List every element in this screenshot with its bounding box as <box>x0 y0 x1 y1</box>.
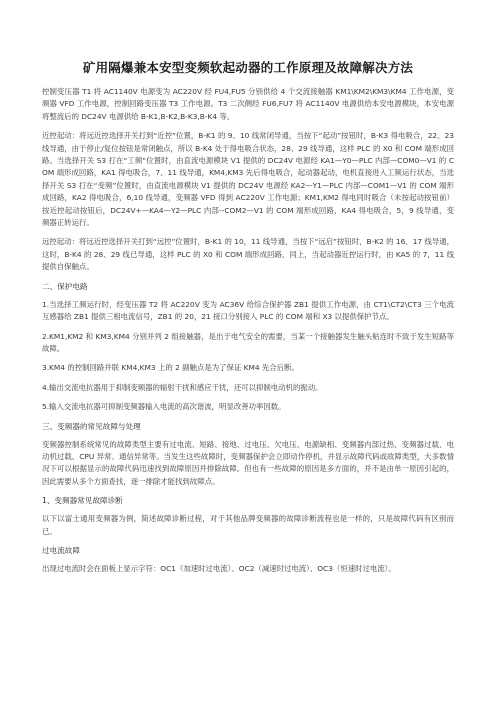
heading-protection-circuit: 二、保护电路 <box>42 281 88 291</box>
paragraph-overcurrent-codes: 出现过电流时会在面板上显示字符：OC1（加速时过电流）、OC2（减速时过电流）、OC3（恒速时过电流）。 <box>42 563 396 573</box>
heading-common-faults: 三、变频器的常见故障与处理 <box>42 421 141 431</box>
paragraph-protection-3: 3.KM4 的控制回路并联 KM4,KM3 上的 2 副触点是为了保证 KM4 先合后断。 <box>42 363 299 373</box>
heading-fault-diagnosis: 1、变频器常见故障诊断 <box>42 496 123 506</box>
paragraph-protection-5: 5.输入交流电抗器可抑制变频器输入电流的高次谐波，明显改善功率因数。 <box>42 402 286 412</box>
paragraph-transformer-power: 控制变压器 T1 将 AC1140V 电源变为 AC220V 经 FU4,FU5 分别供给 4 个交流接触器 KM1\KM2\KM3\KM4 工作电源，变频器 VFD 工作电源，控制回路变压器 T3 工作电源。T3 二次侧经 FU6,FU7 将 AC1140V 电源供给本安电源模块，本安电源将整流后的 DC24V 电源供给 B-K1,B-K2,B-K3,B-K4 等。 <box>42 87 454 121</box>
paragraph-protection-1: 1.当选择工频运行时，经变压器 T2 将 AC220V 变为 AC36V 给综合保护器 ZB1 提供工作电源，由 CT1\CT2\CT3 三个电流互感器给 ZB1 提供三相电流信号，ZB1 的 20，21 接口分别接入 PLC 的 COM 端和 X3 以提供保护节点。 <box>42 299 454 322</box>
paragraph-local-start: 近控起动：将远近控选择开关打到“近控”位置，B-K1 的 9、10 线常闭导通，当按下“起动”按钮时，B-K3 得电吸合，22、23 线导通，由于停止/复位按钮是常闭触点，所以 B-K4 处于得电吸合状态，28、29 线导通，这样 PLC 的 X0 和 COM 端形成回路。当选择开关 S3 打在“工频”位置时，由直流电源模块 V1 提供的 DC24V 电源经 KA1—Y0—PLC 内部—COM0—V1 的 COM 端形成回路，KA1 得电吸合，7、11 线导通，KM4,KM3 先后得电吸合，起动器起动，电机直接进入工频运行状态，当选择开关 S3 打在“变频”位置时，由直流电源模块 V1 提供的 DC24V 电源经 KA2—Y1—PLC 内部—COM1—V1 的 COM 端形成回路，KA2 得电吸合，6,10 线导通，变频器 VFD 得到 AC220V 工作电源；KM1,KM2 得电同时吸合（未按起动按钮前）按近控起动按钮后，DC24V+—KA4—Y2—PLC 内部--COM2—V1 的 COM 端形成回路，KA4 得电吸合，5，9 线导通，变频器正转运行。 <box>42 131 454 228</box>
paragraph-protection-2: 2.KM1,KM2 和 KM3,KM4 分别并列 2 组接触器，是出于电气安全的需要，当某一个接触器发生触头粘连时不致于发生短路等故障。 <box>42 331 454 353</box>
paragraph-protection-4: 4.输出交流电抗器用于抑制变频器的辐射干扰和感应干扰，还可以抑制电动机的振动。 <box>42 382 323 392</box>
paragraph-remote-start: 远控起动：将远近控选择开关打到“远控”位置时，B-K1 的 10，11 线导通，当按下“远启”按钮时，B-K2 的 16、17 线导通，这时，B-K4 的 28、29 线已导通，这样 PLC 的 X0 和 COM 端形成回路，同上，当起动器近控运行时，由 KA5 的 7，11 线提供自保触点。 <box>42 237 455 272</box>
heading-overcurrent-fault: 过电流故障 <box>42 545 80 555</box>
paragraph-fault-types: 变频器控制系统常见的故障类型主要有过电流、短路、接地、过电压、欠电压、电源缺相、变频器内部过热、变频器过载、电动机过载、CPU 异常、通信异常等。当发生这些故障时，变频器保护会立即动作停机，并显示故障代码或故障类型，大多数情况下可以根据显示的故障代码迅速找到故障原因并排除故障。但也有一些故障的原因是多方面的，并不是由单一原因引起的，因此需要从多个方面查找，逐一排除才能找到故障点。 <box>42 439 454 486</box>
document-title: 矿用隔爆兼本安型变频软起动器的工作原理及故障解决方法 <box>82 60 414 75</box>
paragraph-fuji-example: 以下以富士通用变频器为例，简述故障诊断过程，对于其他品牌变频器的故障诊断流程也是一样的，只是故障代码有区别而已。 <box>42 514 454 536</box>
